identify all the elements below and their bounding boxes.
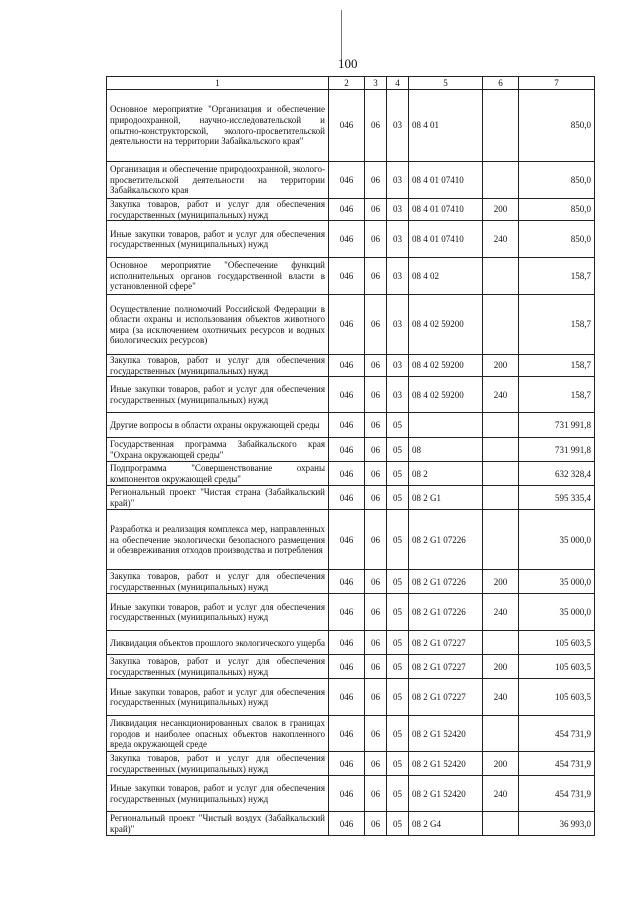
admin-code: 046 [329, 631, 365, 655]
target-article-code: 08 2 G1 07226 [409, 570, 483, 594]
amount: 850,0 [519, 162, 595, 199]
row-name: Закупка товаров, работ и услуг для обеспечения государственных (муниципальных) нужд [107, 570, 329, 594]
target-article-code: 08 2 [409, 462, 483, 486]
subsection-code: 05 [387, 631, 409, 655]
subsection-code: 05 [387, 462, 409, 486]
row-name: Иные закупки товаров, работ и услуг для обеспечения государственных (муниципальных) нужд [107, 221, 329, 258]
column-header: 6 [483, 77, 519, 90]
section-code: 06 [365, 295, 387, 355]
target-article-code: 08 2 G1 52420 [409, 716, 483, 752]
admin-code: 046 [329, 413, 365, 438]
column-header: 2 [329, 77, 365, 90]
subsection-code: 05 [387, 776, 409, 812]
admin-code: 046 [329, 594, 365, 631]
amount: 35 000,0 [519, 510, 595, 570]
crop-mark [341, 10, 342, 60]
row-name: Закупка товаров, работ и услуг для обеспечения государственных (муниципальных) нужд [107, 655, 329, 679]
subsection-code: 05 [387, 510, 409, 570]
table-row [107, 413, 595, 438]
expense-type-code [483, 716, 519, 752]
section-code: 06 [365, 570, 387, 594]
table-row [107, 631, 595, 655]
table-row [107, 377, 595, 413]
amount: 595 335,4 [519, 486, 595, 510]
table-row [107, 486, 595, 510]
column-header: 4 [387, 77, 409, 90]
target-article-code: 08 2 G4 [409, 812, 483, 836]
target-article-code: 08 4 01 07410 [409, 221, 483, 258]
amount: 850,0 [519, 221, 595, 258]
amount: 105 603,5 [519, 679, 595, 716]
subsection-code: 05 [387, 716, 409, 752]
admin-code: 046 [329, 570, 365, 594]
table-row [107, 199, 595, 221]
expense-type-code [483, 295, 519, 355]
amount: 850,0 [519, 199, 595, 221]
row-name: Ликвидация объектов прошлого экологического ущерба [107, 631, 329, 655]
target-article-code: 08 2 G1 07227 [409, 679, 483, 716]
admin-code: 046 [329, 752, 365, 776]
section-code: 06 [365, 716, 387, 752]
expense-type-code: 200 [483, 752, 519, 776]
row-name: Организация и обеспечение природоохранной, эколого-просветительской деятельности на территории Забайкальского края [107, 162, 329, 199]
amount: 36 993,0 [519, 812, 595, 836]
target-article-code: 08 [409, 438, 483, 462]
table-row [107, 679, 595, 716]
admin-code: 046 [329, 812, 365, 836]
amount: 454 731,9 [519, 716, 595, 752]
row-name: Иные закупки товаров, работ и услуг для обеспечения государственных (муниципальных) нужд [107, 776, 329, 812]
table-row [107, 594, 595, 631]
row-name: Иные закупки товаров, работ и услуг для обеспечения государственных (муниципальных) нужд [107, 679, 329, 716]
subsection-code: 05 [387, 486, 409, 510]
table-row [107, 776, 595, 812]
row-name: Закупка товаров, работ и услуг для обеспечения государственных (муниципальных) нужд [107, 199, 329, 221]
expense-type-code [483, 462, 519, 486]
table-row [107, 752, 595, 776]
admin-code: 046 [329, 221, 365, 258]
amount: 850,0 [519, 90, 595, 162]
section-code: 06 [365, 594, 387, 631]
subsection-code: 03 [387, 162, 409, 199]
admin-code: 046 [329, 655, 365, 679]
section-code: 06 [365, 355, 387, 377]
table-row [107, 162, 595, 199]
section-code: 06 [365, 162, 387, 199]
subsection-code: 05 [387, 438, 409, 462]
row-name: Региональный проект "Чистый воздух (Забайкальский край)" [107, 812, 329, 836]
target-article-code: 08 2 G1 52420 [409, 752, 483, 776]
expense-type-code: 200 [483, 655, 519, 679]
header-row [107, 77, 595, 90]
section-code: 06 [365, 486, 387, 510]
admin-code: 046 [329, 462, 365, 486]
table-row [107, 295, 595, 355]
table-row [107, 655, 595, 679]
target-article-code: 08 2 G1 07227 [409, 655, 483, 679]
row-name: Государственная программа Забайкальского края "Охрана окружающей среды" [107, 438, 329, 462]
table-row [107, 716, 595, 752]
target-article-code: 08 4 01 [409, 90, 483, 162]
admin-code: 046 [329, 716, 365, 752]
section-code: 06 [365, 752, 387, 776]
expense-type-code: 200 [483, 570, 519, 594]
section-code: 06 [365, 655, 387, 679]
expense-type-code: 240 [483, 594, 519, 631]
target-article-code: 08 4 02 59200 [409, 355, 483, 377]
subsection-code: 05 [387, 594, 409, 631]
section-code: 06 [365, 199, 387, 221]
expense-type-code [483, 413, 519, 438]
table-row [107, 462, 595, 486]
row-name: Разработка и реализация комплекса мер, направленных на обеспечение экологически безопасного размещения и обезвреживания отходов производства и потребления [107, 510, 329, 570]
expense-type-code: 240 [483, 679, 519, 716]
expense-type-code [483, 258, 519, 295]
row-name: Иные закупки товаров, работ и услуг для обеспечения государственных (муниципальных) нужд [107, 377, 329, 413]
subsection-code: 05 [387, 570, 409, 594]
amount: 454 731,9 [519, 752, 595, 776]
row-name: Ликвидация несанкционированных свалок в границах городов и наиболее опасных объектов накопленного вреда окружающей среде [107, 716, 329, 752]
section-code: 06 [365, 413, 387, 438]
page-number: 100 [338, 56, 358, 71]
row-name: Закупка товаров, работ и услуг для обеспечения государственных (муниципальных) нужд [107, 752, 329, 776]
section-code: 06 [365, 510, 387, 570]
expense-type-code [483, 438, 519, 462]
column-header: 7 [519, 77, 595, 90]
amount: 731 991,8 [519, 438, 595, 462]
section-code: 06 [365, 776, 387, 812]
target-article-code: 08 2 G1 07227 [409, 631, 483, 655]
expense-type-code [483, 631, 519, 655]
expense-type-code [483, 90, 519, 162]
expense-type-code [483, 162, 519, 199]
column-header: 1 [107, 77, 329, 90]
section-code: 06 [365, 462, 387, 486]
table-row [107, 221, 595, 258]
column-header: 5 [409, 77, 483, 90]
target-article-code: 08 4 02 59200 [409, 295, 483, 355]
expense-type-code: 200 [483, 355, 519, 377]
table-row [107, 438, 595, 462]
expense-type-code: 240 [483, 776, 519, 812]
amount: 158,7 [519, 258, 595, 295]
admin-code: 046 [329, 486, 365, 510]
amount: 158,7 [519, 377, 595, 413]
table-row [107, 510, 595, 570]
target-article-code: 08 4 02 [409, 258, 483, 295]
subsection-code: 03 [387, 258, 409, 295]
admin-code: 046 [329, 295, 365, 355]
row-name: Иные закупки товаров, работ и услуг для обеспечения государственных (муниципальных) нужд [107, 594, 329, 631]
amount: 632 328,4 [519, 462, 595, 486]
subsection-code: 05 [387, 812, 409, 836]
amount: 731 991,8 [519, 413, 595, 438]
section-code: 06 [365, 631, 387, 655]
amount: 158,7 [519, 295, 595, 355]
subsection-code: 03 [387, 377, 409, 413]
target-article-code: 08 2 G1 07226 [409, 510, 483, 570]
section-code: 06 [365, 90, 387, 162]
amount: 35 000,0 [519, 570, 595, 594]
target-article-code [409, 413, 483, 438]
expense-type-code [483, 812, 519, 836]
row-name: Осуществление полномочий Российской Федерации в области охраны и использования объектов животного мира (за исключением охотничьих ресурсов и водных биологических ресурсов) [107, 295, 329, 355]
table-row [107, 570, 595, 594]
admin-code: 046 [329, 377, 365, 413]
target-article-code: 08 4 02 59200 [409, 377, 483, 413]
admin-code: 046 [329, 355, 365, 377]
admin-code: 046 [329, 776, 365, 812]
amount: 105 603,5 [519, 631, 595, 655]
target-article-code: 08 2 G1 07226 [409, 594, 483, 631]
expense-type-code: 240 [483, 221, 519, 258]
row-name: Подпрограмма "Совершенствование охраны компонентов окружающей среды" [107, 462, 329, 486]
subsection-code: 03 [387, 221, 409, 258]
table-row [107, 258, 595, 295]
subsection-code: 03 [387, 355, 409, 377]
row-name: Основное мероприятие "Организация и обеспечение природоохранной, научно-исследовательской и опытно-конструкторской, эколого-просветительской деятельности на территории Забайкальского края" [107, 90, 329, 162]
admin-code: 046 [329, 510, 365, 570]
section-code: 06 [365, 812, 387, 836]
row-name: Основное мероприятие "Обеспечение функций исполнительных органов государственной власти в установленной сфере" [107, 258, 329, 295]
section-code: 06 [365, 221, 387, 258]
table-row [107, 90, 595, 162]
admin-code: 046 [329, 438, 365, 462]
section-code: 06 [365, 679, 387, 716]
row-name: Закупка товаров, работ и услуг для обеспечения государственных (муниципальных) нужд [107, 355, 329, 377]
amount: 454 731,9 [519, 776, 595, 812]
row-name: Другие вопросы в области охраны окружающей среды [107, 413, 329, 438]
table-row [107, 812, 595, 836]
section-code: 06 [365, 377, 387, 413]
subsection-code: 05 [387, 413, 409, 438]
subsection-code: 03 [387, 199, 409, 221]
admin-code: 046 [329, 258, 365, 295]
target-article-code: 08 4 01 07410 [409, 199, 483, 221]
subsection-code: 05 [387, 679, 409, 716]
expense-type-code [483, 510, 519, 570]
admin-code: 046 [329, 162, 365, 199]
expense-type-code: 240 [483, 377, 519, 413]
amount: 105 603,5 [519, 655, 595, 679]
target-article-code: 08 2 G1 [409, 486, 483, 510]
section-code: 06 [365, 258, 387, 295]
amount: 35 000,0 [519, 594, 595, 631]
admin-code: 046 [329, 679, 365, 716]
budget-table [106, 76, 595, 836]
subsection-code: 03 [387, 90, 409, 162]
admin-code: 046 [329, 90, 365, 162]
column-header: 3 [365, 77, 387, 90]
subsection-code: 03 [387, 295, 409, 355]
section-code: 06 [365, 438, 387, 462]
target-article-code: 08 2 G1 52420 [409, 776, 483, 812]
subsection-code: 05 [387, 655, 409, 679]
row-name: Региональный проект "Чистая страна (Забайкальский край)" [107, 486, 329, 510]
admin-code: 046 [329, 199, 365, 221]
expense-type-code [483, 486, 519, 510]
subsection-code: 05 [387, 752, 409, 776]
amount: 158,7 [519, 355, 595, 377]
table-row [107, 355, 595, 377]
target-article-code: 08 4 01 07410 [409, 162, 483, 199]
expense-type-code: 200 [483, 199, 519, 221]
